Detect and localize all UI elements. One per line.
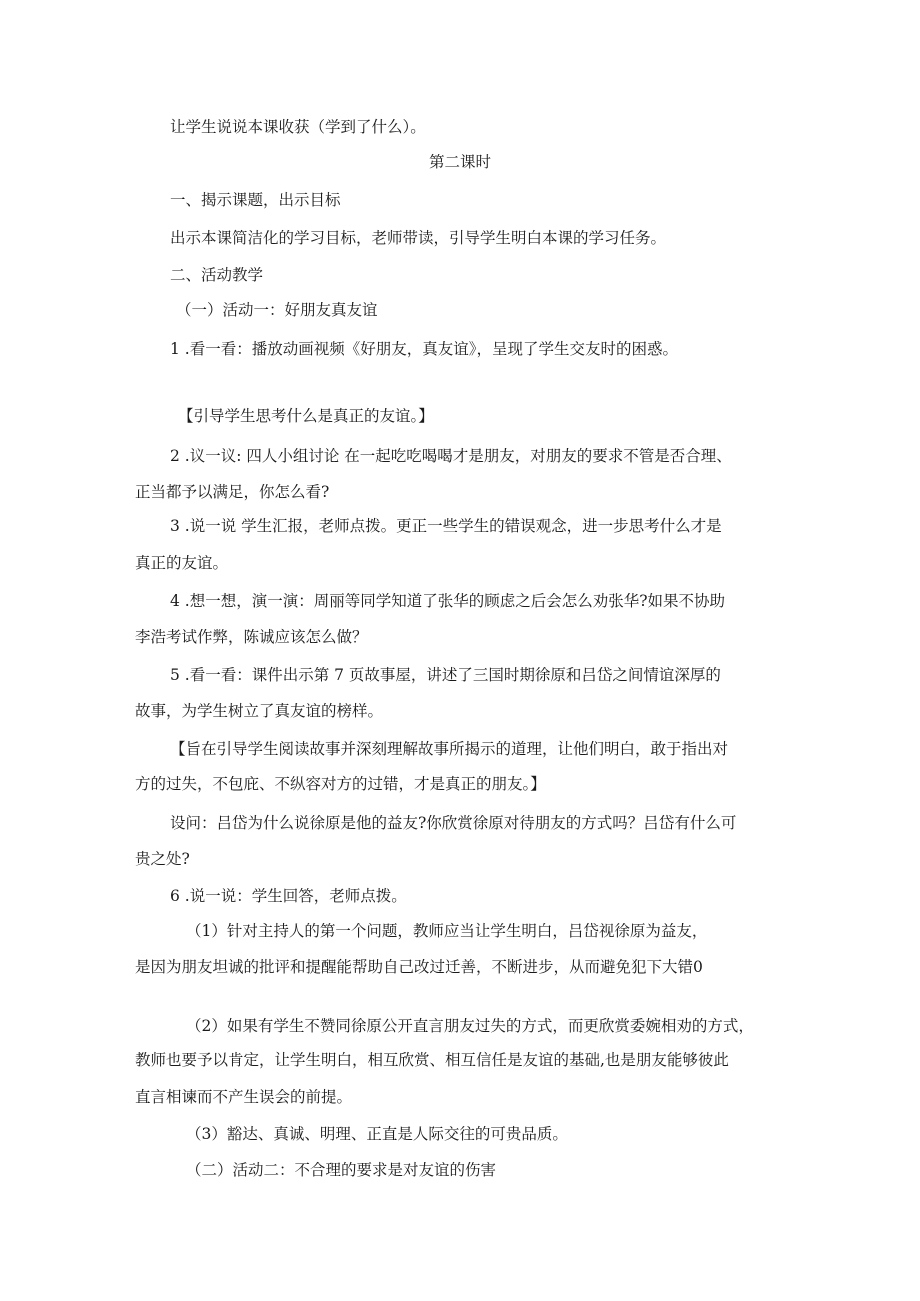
note2-line1: 【旨在引导学生阅读故事并深刻理解故事所揭示的道理，让他们明白，敢于指出对: [170, 740, 729, 758]
question-line1: 设问：吕岱为什么说徐原是他的益友?你欣赏徐原对待朋友的方式吗？吕岱有什么可: [170, 814, 737, 832]
step3-line2: 真正的友谊。: [135, 554, 229, 572]
step6: 6 .说一说：学生回答，老师点拨。: [170, 887, 407, 905]
section1-body: 出示本课简洁化的学习目标，老师带读，引导学生明白本课的学习任务。: [170, 229, 667, 247]
step1: 1 .看一看：播放动画视频《好朋友，真友谊》，呈现了学生交友时的困惑。: [170, 340, 678, 358]
question-line2: 贵之处?: [135, 850, 190, 868]
step5-line2: 故事，为学生树立了真友谊的榜样。: [135, 702, 384, 720]
point1-line2: 是因为朋友坦诚的批评和提醒能帮助自己改过迁善，不断进步，从而避免犯下大错0: [135, 958, 703, 976]
point1-line1: （1）针对主持人的第一个问题，教师应当让学生明白，吕岱视徐原为益友，: [186, 922, 708, 940]
step4-line1: 4 .想一想，演一演：周丽等同学知道了张华的顾虑之后会怎么劝张华?如果不协助: [170, 592, 726, 610]
note2-line2: 方的过失，不包庇、不纵容对方的过错，才是真正的朋友。】: [135, 775, 546, 793]
lesson-title: 第二课时: [428, 153, 491, 171]
activity2-heading: （二）活动二：不合理的要求是对友谊的伤害: [186, 1161, 497, 1179]
previous-summary: 让学生说说本课收获（学到了什么）。: [170, 118, 426, 136]
step3-line1: 3 .说一说 学生汇报，老师点拨。更正一些学生的错误观念，进一步思考什么才是: [170, 517, 722, 535]
section2-heading: 二、活动教学: [170, 266, 264, 284]
activity1-heading: （一）活动一：好朋友真友谊: [176, 301, 378, 319]
section1-heading: 一、揭示课题，出示目标: [170, 191, 341, 209]
point2-line3: 直言相谏而不产生误会的前提。: [135, 1088, 353, 1106]
step5-line1: 5 .看一看：课件出示第 7 页故事屋，讲述了三国时期徐原和吕岱之间情谊深厚的: [170, 666, 721, 684]
point2-line2: 教师也要予以肯定，让学生明白，相互欣赏、相互信任是友谊的基础,也是朋友能够彼此: [135, 1051, 729, 1069]
point2-line1: （2）如果有学生不赞同徐原公开直言朋友过失的方式，而更欣赏委婉相劝的方式，: [186, 1017, 754, 1035]
point3: （3）豁达、真诚、明理、正直是人际交往的可贵品质。: [186, 1125, 568, 1143]
step4-line2: 李浩考试作弊，陈诚应该怎么做？: [135, 628, 368, 646]
step2-line1: 2 .议一议: 四人小组讨论 在一起吃吃喝喝才是朋友，对朋友的要求不管是否合理、: [170, 447, 732, 465]
note1: 【引导学生思考什么是真正的友谊。】: [178, 407, 434, 425]
step2-line2: 正当都予以满足，你怎么看?: [135, 483, 330, 501]
